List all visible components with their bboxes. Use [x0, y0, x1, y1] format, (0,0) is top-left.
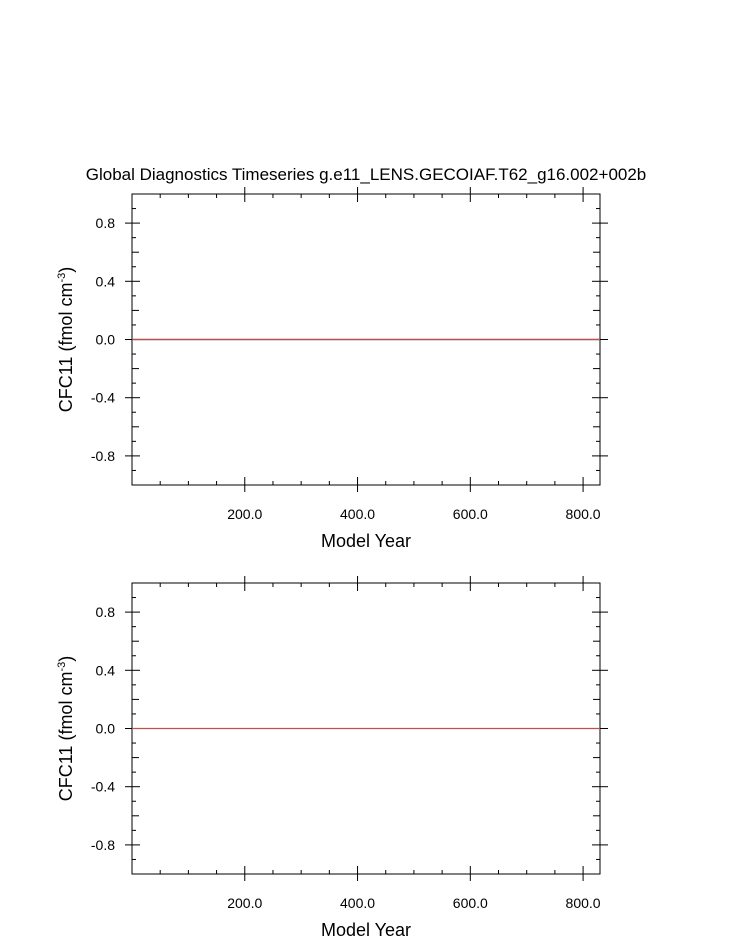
y-tick-label: 0.0 [95, 331, 115, 348]
x-axis-label: Model Year [320, 920, 412, 940]
x-tick-label: 400.0 [340, 895, 376, 911]
x-tick-label: 200.0 [227, 895, 263, 911]
y-tick-label: 0.0 [95, 720, 115, 737]
x-tick-label: 200.0 [227, 506, 263, 522]
bottom-panel [56, 576, 608, 940]
y-tick-label: 0.8 [95, 604, 115, 621]
y-tick-label: -0.4 [90, 389, 115, 406]
y-tick-label: 0.4 [95, 662, 115, 679]
chart-title: Global Diagnostics Timeseries g.e11_LENS.GECOIAF.T62_g16.002+002b [85, 165, 647, 184]
x-tick-label: 600.0 [452, 895, 488, 911]
y-tick-label: 0.4 [95, 273, 115, 290]
x-tick-label: 600.0 [452, 506, 488, 522]
y-tick-label: 0.8 [95, 215, 115, 232]
top-panel [56, 187, 608, 551]
y-tick-label: -0.8 [90, 447, 115, 464]
y-axis-label: CFC11 (fmol $cm^{-3}$) [56, 655, 76, 802]
x-axis-label: Model Year [320, 531, 412, 551]
y-axis-label: CFC11 (fmol $cm^{-3}$) [56, 266, 76, 413]
y-tick-label: -0.4 [90, 778, 115, 795]
x-tick-label: 800.0 [565, 895, 601, 911]
x-tick-label: 800.0 [565, 506, 601, 522]
x-tick-label: 400.0 [340, 506, 376, 522]
y-tick-label: -0.8 [90, 836, 115, 853]
